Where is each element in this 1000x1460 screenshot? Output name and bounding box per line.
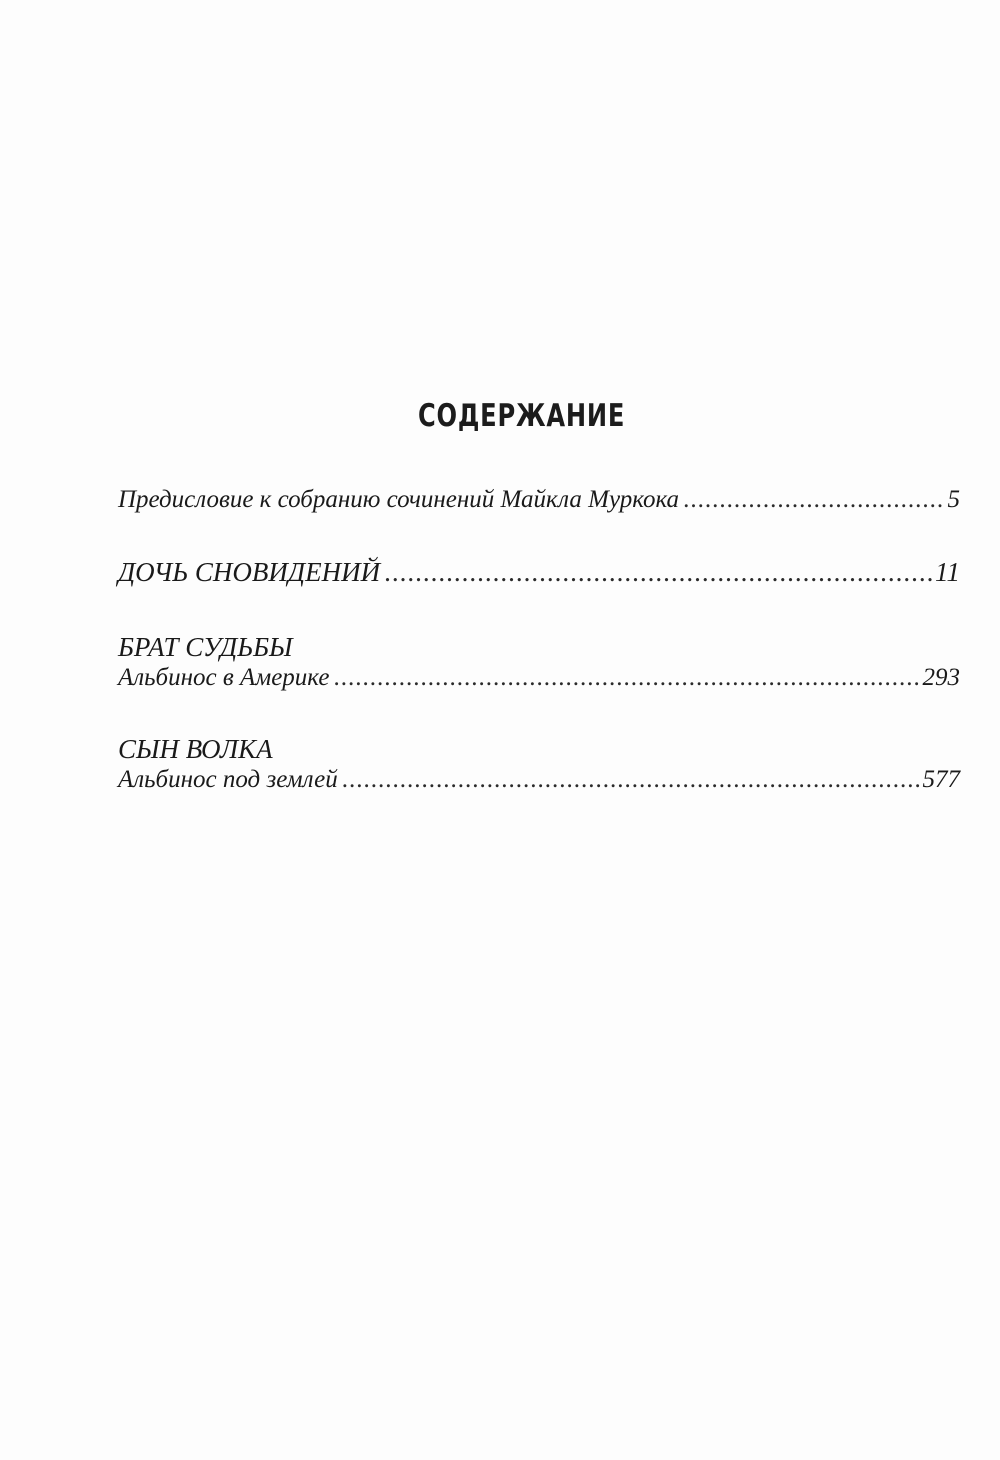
toc-entry-title: Альбинос под землей — [118, 766, 338, 793]
toc-part-3 — [118, 732, 960, 794]
dot-leader — [333, 664, 919, 692]
toc-part-title: СЫН ВОЛКА — [118, 734, 273, 764]
toc-entry-page: 11 — [935, 557, 960, 587]
toc-entry-page: 293 — [922, 664, 960, 691]
dot-leader — [384, 557, 932, 588]
toc-entry-title: Предисловие к собранию сочинений Майкла Муркока — [118, 486, 680, 513]
toc-entry-title: ДОЧЬ СНОВИДЕНИЙ — [118, 557, 381, 587]
table-of-contents — [118, 486, 960, 794]
dot-leader — [683, 486, 944, 514]
toc-part-2 — [118, 630, 960, 692]
toc-entry-preface[interactable] — [118, 486, 960, 514]
toc-entry-title: Альбинос в Америке — [118, 664, 330, 691]
contents-heading: СОДЕРЖАНИЕ — [417, 398, 626, 434]
toc-entry-part-3[interactable] — [118, 766, 960, 794]
toc-part-title: БРАТ СУДЬБЫ — [118, 632, 293, 662]
dot-leader — [342, 766, 920, 794]
toc-entry-part-1[interactable] — [118, 557, 960, 588]
toc-entry-part-2[interactable] — [118, 664, 960, 692]
toc-entry-page: 577 — [922, 766, 960, 793]
toc-entry-page: 5 — [947, 486, 960, 513]
